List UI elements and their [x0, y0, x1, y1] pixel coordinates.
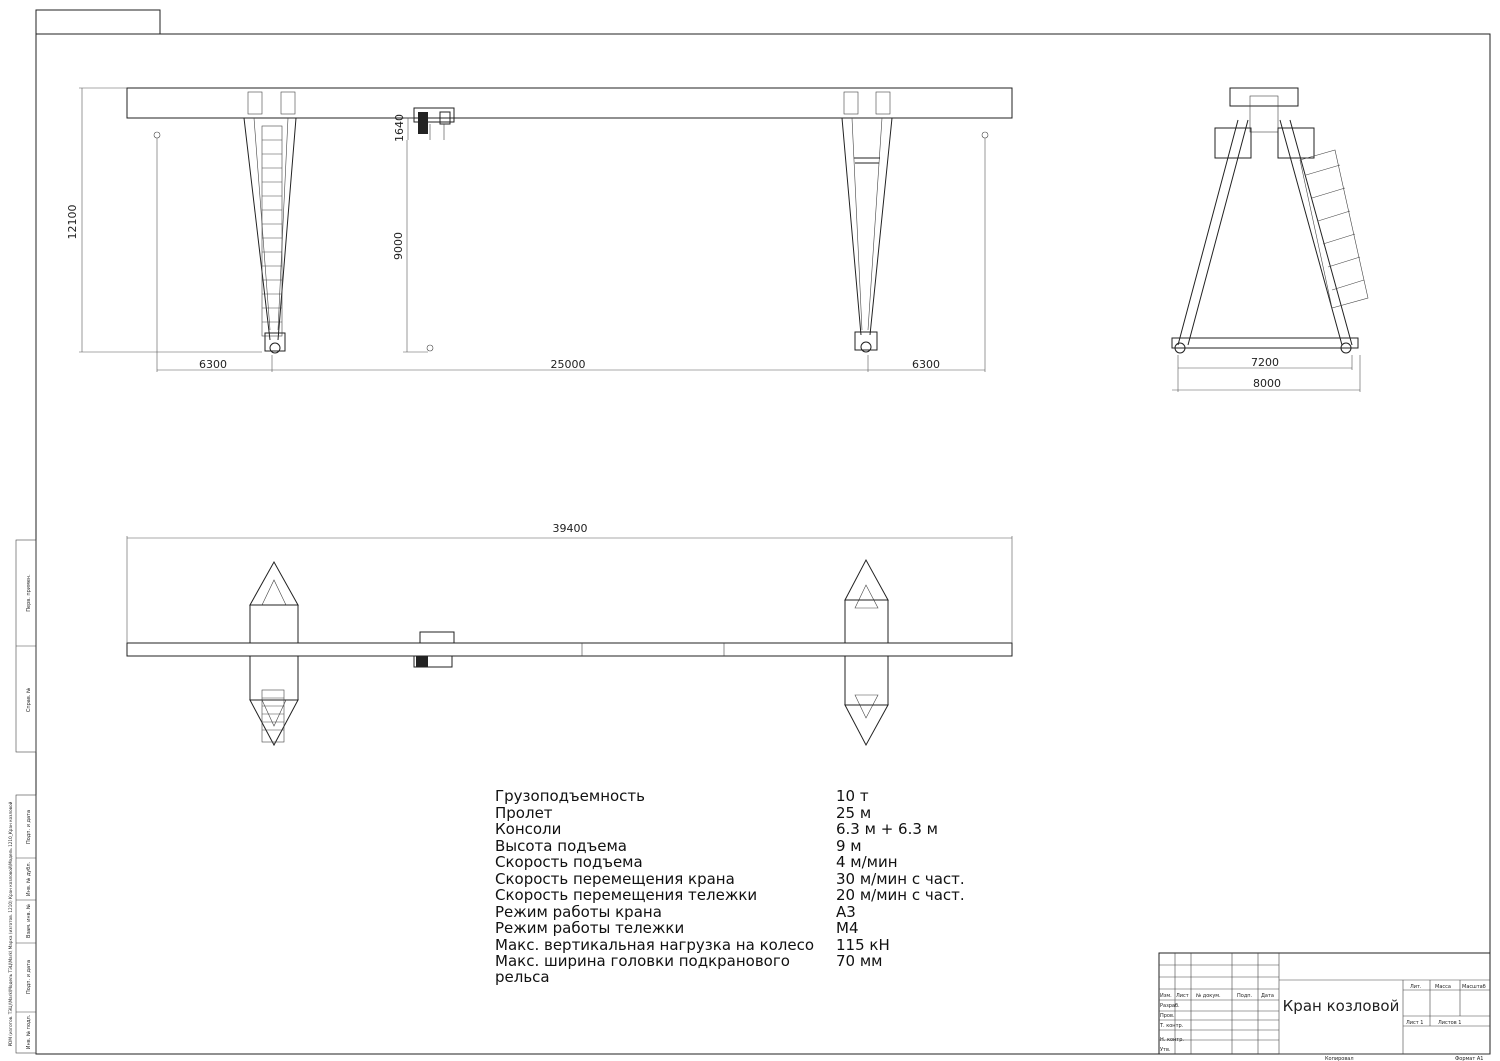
- tb-data: Дата: [1261, 993, 1274, 999]
- corner-stamp: [36, 10, 160, 34]
- spec-value: М4: [836, 919, 859, 937]
- tb-n-kontr: Н. контр.: [1160, 1037, 1184, 1043]
- spec-value: 10 т: [836, 787, 869, 805]
- plan-view: [127, 522, 1012, 745]
- tb-prov: Пров.: [1160, 1013, 1175, 1019]
- dim-lift-height: 9000: [392, 232, 405, 260]
- spec-label: Режим работы крана: [495, 902, 662, 921]
- tb-podp: Подп.: [1237, 993, 1253, 999]
- side-elevation: [1172, 88, 1368, 392]
- tb-doc-no: № докум.: [1196, 993, 1221, 999]
- dim-total-length: 39400: [552, 522, 588, 535]
- spec-value: 30 м/мин с част.: [836, 869, 965, 888]
- spec-label: Грузоподъемность: [495, 787, 646, 805]
- spec-row: [495, 871, 965, 888]
- spec-value: 115 кН: [836, 935, 890, 954]
- dim-left-console: 6300: [199, 358, 227, 371]
- spec-row: [495, 821, 965, 838]
- tb-title: Кран козловой: [1282, 997, 1400, 1015]
- tb-lit: Лит.: [1410, 984, 1422, 990]
- stamp-inv-podl: Инв. № подл.: [26, 1014, 32, 1050]
- spec-row: [495, 854, 965, 871]
- trolley-hoist: [414, 108, 454, 140]
- spec-label: Консоли: [495, 820, 562, 838]
- spec-label: Скорость перемещения тележки: [495, 886, 758, 904]
- spec-value: 4 м/мин: [836, 853, 898, 871]
- tb-massa: Масса: [1435, 984, 1451, 990]
- tb-izm: Изм.: [1160, 993, 1172, 999]
- tb-razrab: Разраб.: [1160, 1003, 1180, 1009]
- spec-value: 20 м/мин с част.: [836, 886, 965, 904]
- left-leg: [244, 92, 296, 353]
- spec-value: 70 мм: [836, 952, 883, 970]
- title-block: [1159, 953, 1490, 1061]
- spec-row: [495, 887, 965, 904]
- spec-row: [495, 838, 965, 855]
- plan-girder: [127, 643, 1012, 656]
- spec-value: 25 м: [836, 803, 872, 822]
- tb-t-kontr: Т. контр.: [1160, 1023, 1184, 1029]
- spec-value: 6.3 м + 6.3 м: [836, 820, 938, 838]
- main-girder: [127, 88, 1012, 118]
- right-leg: [842, 92, 892, 352]
- front-elevation: [66, 88, 1012, 372]
- spec-label: Высота подъема: [495, 836, 627, 855]
- tb-list: Лист: [1176, 993, 1189, 999]
- stamp-inv-dubl: Инв. № дубл.: [26, 861, 32, 897]
- stamp-podp-data-1: Подп. и дата: [26, 809, 32, 845]
- dim-base-width: 8000: [1253, 377, 1281, 390]
- spec-table: [495, 787, 965, 986]
- spec-row: [495, 952, 965, 986]
- dim-height-total: 12100: [66, 204, 79, 240]
- dim-trolley-gap: 1640: [393, 114, 406, 142]
- dim-right-console: 6300: [912, 358, 940, 371]
- stamp-sprav-no: Справ. №: [26, 687, 32, 713]
- tb-utv: Утв.: [1160, 1047, 1171, 1053]
- spec-row: [495, 937, 965, 954]
- stamp-podp-data-2: Подп. и дата: [26, 959, 32, 995]
- spec-label: Макс. ширина головки подкранового рельса: [495, 952, 790, 986]
- dim-span: 25000: [550, 358, 586, 371]
- stamp-perv-primen: Перв. примен.: [26, 574, 32, 612]
- spec-row: [495, 920, 965, 937]
- spec-value: А3: [836, 902, 856, 921]
- spec-label: Режим работы тележки: [495, 919, 685, 937]
- spec-row: [495, 805, 965, 822]
- stamp-path: PDM (изготов. ТЭЦ)\Mark\Модель ТЭЦ\Mark\ Марка (изготов. 1210) Кран козловой\Модель 1210_Кран козловой: [8, 801, 13, 1047]
- spec-row: [495, 904, 965, 921]
- spec-label: Скорость перемещения крана: [495, 869, 735, 888]
- spec-row: [495, 788, 965, 805]
- tb-sheets: Листов 1: [1438, 1020, 1462, 1026]
- spec-label: Макс. вертикальная нагрузка на колесо: [495, 935, 815, 954]
- spec-value: 9 м: [836, 836, 862, 855]
- stamp-vzam-inv: Взам. инв. №: [26, 904, 32, 938]
- side-stamp: [8, 540, 36, 1053]
- dim-height-line: [79, 88, 262, 352]
- tb-kopiroval: Копировал: [1325, 1056, 1354, 1061]
- spec-label: Скорость подъема: [495, 853, 643, 871]
- tb-masshtab: Масштаб: [1462, 984, 1486, 990]
- tb-format: Формат A1: [1455, 1056, 1484, 1061]
- spec-label: Пролет: [495, 803, 553, 822]
- tb-sheet: Лист 1: [1406, 1020, 1424, 1026]
- dim-rail-gauge: 7200: [1251, 356, 1279, 369]
